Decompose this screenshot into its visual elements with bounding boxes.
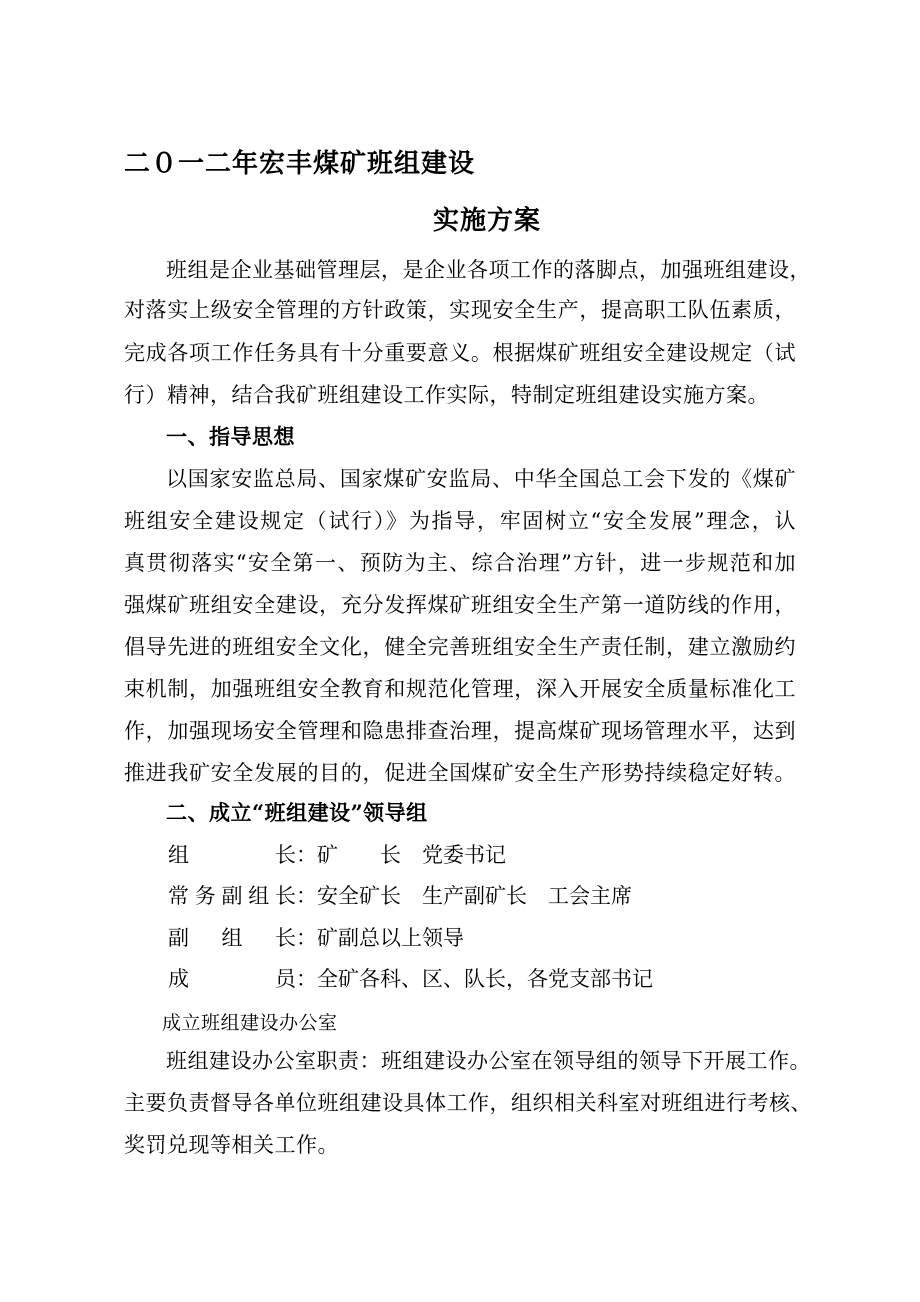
office-duty-line-2: 主要负责督导各单位班组建设具体工作，组织相关科室对班组进行考核、 [124,1091,812,1115]
role-label: 副组长 [168,926,296,950]
section1-heading: 一、指导思想 [166,424,295,449]
intro-line-3: 完成各项工作任务具有十分重要意义。根据煤矿班组安全建设规定（试 [124,341,796,365]
section1-line-8: 推进我矿安全发展的目的，促进全国煤矿安全生产形势持续稳定好转。 [124,761,796,785]
section1-line-7: 作，加强现场安全管理和隐患排查治理，提高煤矿现场管理水平，达到 [124,719,796,743]
role-label: 成员 [168,967,296,991]
role-label: 组长 [168,843,296,867]
role-row-members [168,966,653,992]
role-value: ：全矿各科、区、队长，各党支部书记 [296,967,653,991]
office-duty-line-3: 奖罚兑现等相关工作。 [124,1133,339,1157]
office-line: 成立班组建设办公室 [162,1012,338,1034]
section1-line-2: 班组安全建设规定（试行）》为指导，牢固树立“安全发展”理念，认 [124,509,796,533]
document-title-line1: 二０一二年宏丰煤矿班组建设 [124,149,476,179]
document-title-line2: 实施方案 [433,206,542,236]
section1-line-6: 束机制，加强班组安全教育和规范化管理，深入开展安全质量标准化工 [124,677,796,701]
role-label: 常务副组长 [168,884,296,908]
section1-line-5: 倡导先进的班组安全文化，健全完善班组安全生产责任制，建立激励约 [124,635,796,659]
role-row-executive-deputy [168,883,632,909]
intro-line-4: 行）精神，结合我矿班组建设工作实际，特制定班组建设实施方案。 [124,383,769,407]
section1-line-3: 真贯彻落实“安全第一、预防为主、综合治理”方针，进一步规范和加 [124,551,796,575]
section2-heading: 二、成立“班组建设”领导组 [166,800,428,825]
intro-line-2: 对落实上级安全管理的方针政策，实现安全生产，提高职工队伍素质， [124,298,796,322]
section1-line-4: 强煤矿班组安全建设，充分发挥煤矿班组安全生产第一道防线的作用， [124,593,796,617]
role-row-leader [168,842,506,868]
role-value: ：矿 长 党委书记 [296,843,506,867]
role-row-deputy [168,925,464,951]
intro-line-1: 班组是企业基础管理层，是企业各项工作的落脚点，加强班组建设， [166,258,811,282]
role-value: ：矿副总以上领导 [296,926,464,950]
section1-line-1: 以国家安监总局、国家煤矿安监局、中华全国总工会下发的《煤矿 [166,467,796,491]
office-duty-line-1: 班组建设办公室职责：班组建设办公室在领导组的领导下开展工作。 [166,1049,811,1073]
role-value: ：安全矿长 生产副矿长 工会主席 [296,884,632,908]
